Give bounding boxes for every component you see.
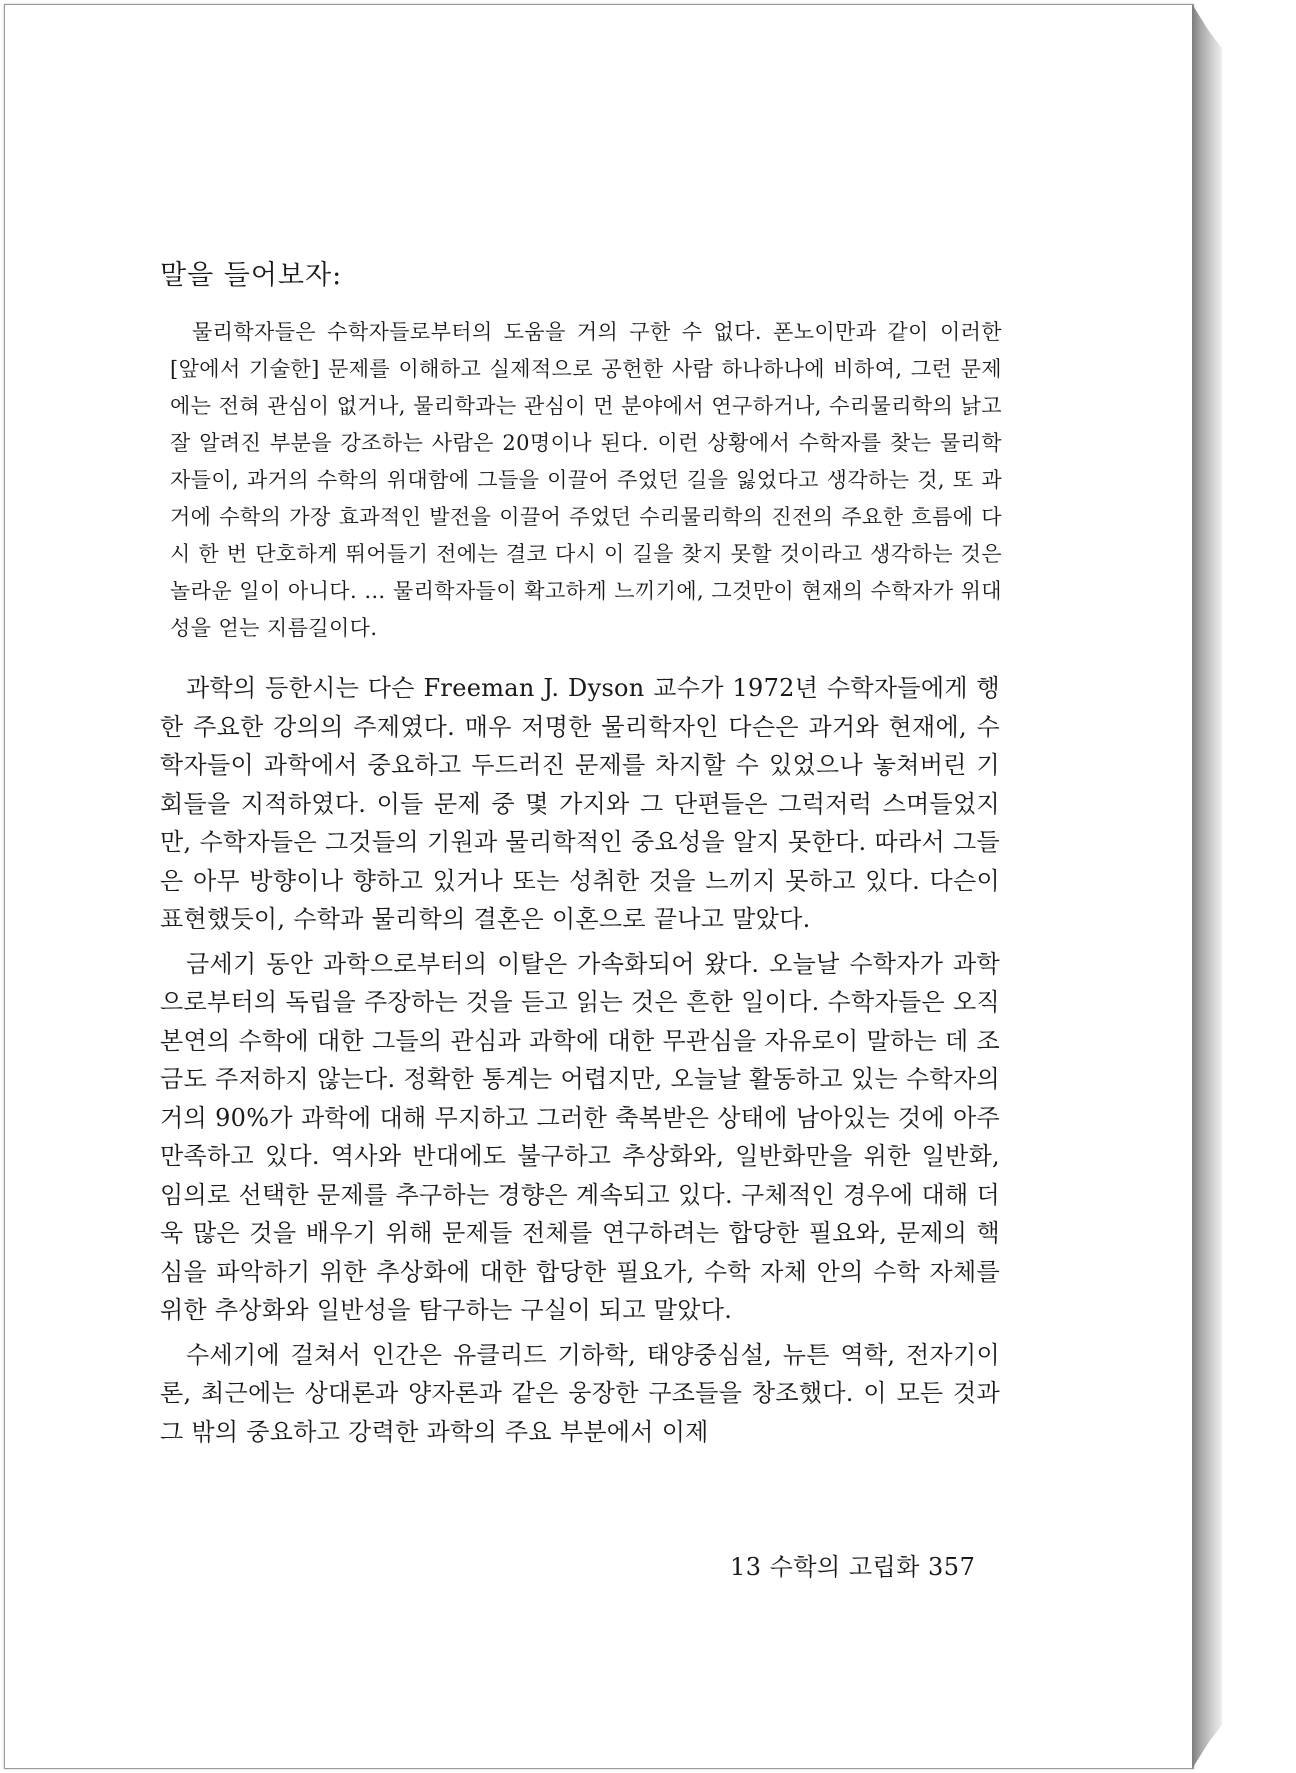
quote-paragraph: 물리학자들은 수학자들로부터의 도움을 거의 구한 수 없다. 폰노이만과 같이 이러한 [앞에서 기술한] 문제를 이해하고 실제적으로 공헌한 사람 하나하나에 비하여, 그런 문제에는 전혀 관심이 없거나, 물리학과는 관심이 먼 분야에서 연구하거나, 수리물리학의 낡고 잘 알려진 부분을 강조하는 사람은 20명이나 된다. 이런 상황에서 수학자를 찾는 물리학자들이, 과거의 수학의 위대함에 그들을 이끌어 주었던 길을 잃었다고 생각하는 것, 또 과거에 수학의 가장 효과적인 발전을 이끌어 주었던 수리물리학의 진전의 주요한 흐름에 다시 한 번 단호하게 뛰어들기 전에는 결코 다시 이 길을 찾지 못할 것이라고 생각하는 것은 놀라운 일이 아니다. … 물리학자들이 확고하게 느끼기에, 그것만이 현재의 수학자가 위대성을 얻는 지름길이다. [170, 320, 1002, 640]
body-paragraph-2: 금세기 동안 과학으로부터의 이탈은 가속화되어 왔다. 오늘날 수학자가 과학으로부터의 독립을 주장하는 것을 듣고 읽는 것은 흔한 일이다. 수학자들은 오직 본연의 수학에 대한 그들의 관심과 과학에 대한 무관심을 자유로이 말하는 데 조금도 주저하지 않는다. 정확한 통계는 어렵지만, 오늘날 활동하고 있는 수학자의 거의 90%가 과학에 대해 무지하고 그러한 축복받은 상태에 남아있는 것에 아주 만족하고 있다. 역사와 반대에도 불구하고 추상화와, 일반화만을 위한 일반화, 임의로 선택한 문제를 추구하는 경향은 계속되고 있다. 구체적인 경우에 대해 더욱 많은 것을 배우기 위해 문제들 전체를 연구하려는 합당한 필요와, 문제의 핵심을 파악하기 위한 추상화에 대한 합당한 필요가, 수학 자체 안의 수학 자체를 위한 추상화와 일반성을 탐구하는 구실이 되고 말았다. [160, 949, 1001, 1324]
body-paragraph-3: 수세기에 걸쳐서 인간은 유클리드 기하학, 태양중심설, 뉴튼 역학, 전자기이론, 최근에는 상대론과 양자론과 같은 웅장한 구조들을 창조했다. 이 모든 것과 그 밖의 중요하고 강력한 과학의 주요 부분에서 이제 [160, 1340, 1000, 1446]
body-text [160, 669, 1000, 1451]
page-footer: 13 수학의 고립화 357 [730, 1553, 976, 1581]
page-curl-edge [1192, 4, 1222, 1769]
book-page [4, 4, 1194, 1769]
block-quote [170, 314, 1002, 647]
body-paragraph-1: 과학의 등한시는 다슨 Freeman J. Dyson 교수가 1972년 수학자들에게 행한 주요한 강의의 주제였다. 매우 저명한 물리학자인 다슨은 과거와 현재에, 수학자들이 과학에서 중요하고 두드러진 문제를 차지할 수 있었으나 놓쳐버린 기회들을 지적하였다. 이들 문제 중 몇 가지와 그 단편들은 그럭저럭 스며들었지만, 수학자들은 그것들의 기원과 물리학적인 중요성을 알지 못한다. 따라서 그들은 아무 방향이나 향하고 있거나 또는 성취한 것을 느끼지 못하고 있다. 다슨이 표현했듯이, 수학과 물리학의 결혼은 이혼으로 끝나고 말았다. [160, 674, 1000, 933]
intro-line: 말을 들어보자: [160, 260, 343, 291]
page-content [160, 253, 1000, 1457]
